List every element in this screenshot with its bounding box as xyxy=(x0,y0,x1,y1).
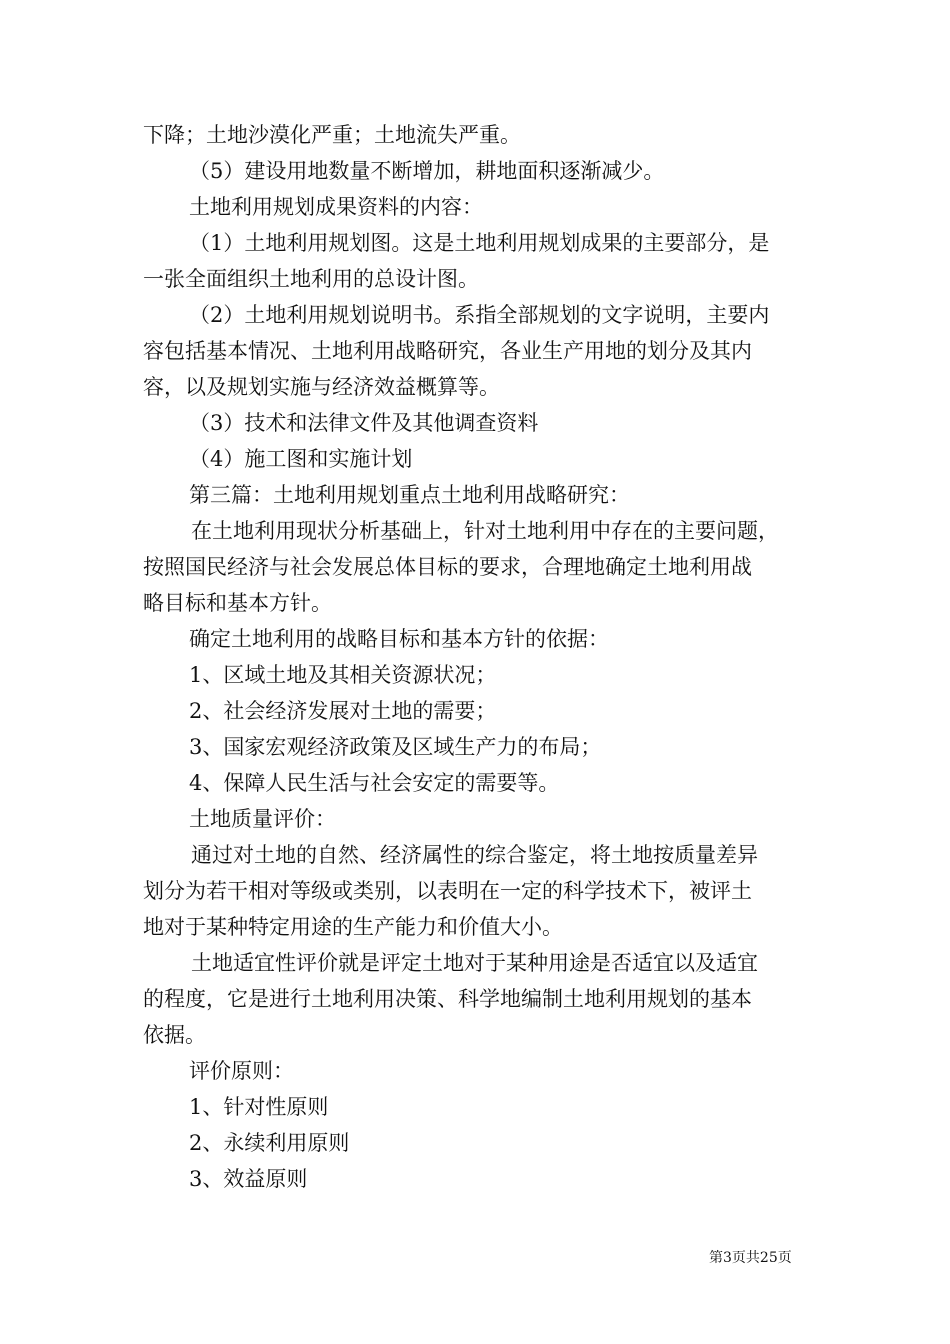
list-item: 1、区域土地及其相关资源状况； xyxy=(189,663,497,687)
list-item: 1、针对性原则 xyxy=(189,1095,329,1119)
text-line: 确定土地利用的战略目标和基本方针的依据： xyxy=(189,627,609,651)
text-line: 通过对土地的自然、经济属性的综合鉴定，将土地按质量差异 xyxy=(191,843,758,867)
text-line: （1）土地利用规划图。这是土地利用规划成果的主要部分，是 xyxy=(189,231,770,255)
section-heading: 第三篇：土地利用规划重点土地利用战略研究： xyxy=(189,483,630,507)
list-item: 2、永续利用原则 xyxy=(189,1131,350,1155)
text-line: 在土地利用现状分析基础上，针对土地利用中存在的主要问题， xyxy=(191,519,779,543)
text-line: 略目标和基本方针。 xyxy=(143,591,332,615)
text-line: 划分为若干相对等级或类别，以表明在一定的科学技术下，被评土 xyxy=(143,879,752,903)
list-item: 3、效益原则 xyxy=(189,1167,308,1191)
list-item: 2、社会经济发展对土地的需要； xyxy=(189,699,497,723)
text-line: 地对于某种特定用途的生产能力和价值大小。 xyxy=(143,915,563,939)
list-item: 3、国家宏观经济政策及区域生产力的布局； xyxy=(189,735,602,759)
list-item: 4、保障人民生活与社会安定的需要等。 xyxy=(189,771,560,795)
text-line: （2）土地利用规划说明书。系指全部规划的文字说明，主要内 xyxy=(189,303,770,327)
text-line: 容包括基本情况、土地利用战略研究，各业生产用地的划分及其内 xyxy=(143,339,752,363)
text-line: 土地适宜性评价就是评定土地对于某种用途是否适宜以及适宜 xyxy=(191,951,758,975)
text-line: （5）建设用地数量不断增加，耕地面积逐渐减少。 xyxy=(189,159,665,183)
page-number-footer: 第3页共25页 xyxy=(709,1250,792,1266)
text-line: 一张全面组织土地利用的总设计图。 xyxy=(143,267,479,291)
text-line: （4）施工图和实施计划 xyxy=(189,447,413,471)
text-line: 依据。 xyxy=(143,1023,206,1047)
text-line: 土地质量评价： xyxy=(189,807,336,831)
text-line: 的程度，它是进行土地利用决策、科学地编制土地利用规划的基本 xyxy=(143,987,752,1011)
text-line: （3）技术和法律文件及其他调查资料 xyxy=(189,411,539,435)
text-line: 容，以及规划实施与经济效益概算等。 xyxy=(143,375,500,399)
text-line: 评价原则： xyxy=(189,1059,294,1083)
text-line: 土地利用规划成果资料的内容： xyxy=(189,195,483,219)
text-line: 按照国民经济与社会发展总体目标的要求，合理地确定土地利用战 xyxy=(143,555,752,579)
text-line: 下降；土地沙漠化严重；土地流失严重。 xyxy=(143,123,521,147)
